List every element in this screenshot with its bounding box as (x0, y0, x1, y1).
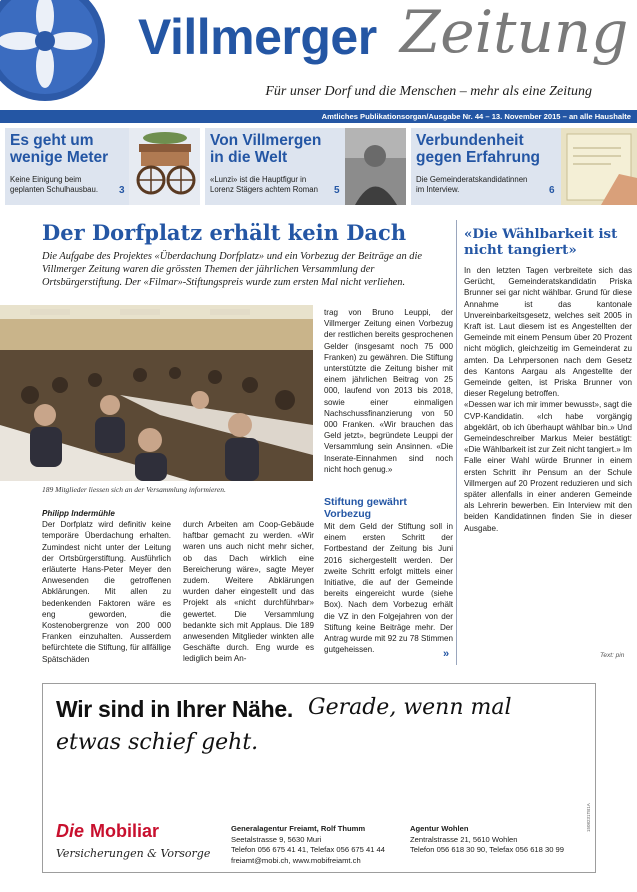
article-subhead: Stiftung gewährt Vorbezug (324, 496, 407, 520)
mobiliar-logo-subline: Versicherungen & Vorsorge (56, 847, 211, 860)
ad-slogan-italic-2: etwas schief geht. (56, 730, 259, 755)
wagon-image (129, 128, 200, 205)
teaser-text: Die Gemeinderatskandidatinnen im Interview. (416, 175, 528, 194)
sidebar-body: «Dessen war ich mir immer bewusst», sagt die CVP-Kandidatin. «Ich habe vorgängig abgeklärt, ob ich überhaupt wählbar bin.» Und Gemeindeschreiber Markus Meier bestätigt: «Die Wählbarkeit ist zur Zeit nicht tangiert.» Im Falle einer Wahl würde Brunner in einem ersten Schritt ihr Pensum an der Schule Villmergen auf 20 Prozent reduzieren und sich später allenfalls in einer anderen Gemeinde als Lehrerin bewerben. Ein Interview mit den beiden Kandidatinnen finden Sie in dieser Ausgabe. (464, 400, 632, 533)
sidebar-divider (456, 220, 457, 665)
teaser-schulhausbau[interactable] (5, 128, 200, 205)
teaser-page-number: 6 (549, 185, 555, 196)
teaser-text: «Lunzi» ist die Hauptfigur in Lorenz Stägers achtem Roman (210, 175, 318, 194)
article-lead: Die Aufgabe des Projektes «Überdachung Dorfplatz» und ein Vorbezug der Beiträge an die Villmerger Zeitung waren die grössten Themen der jährlichen Versammlung der Ortsbürgerstiftung. Der «Filmar»-Stiftungspreis wurde zum ersten Mal nicht verliehen. (42, 251, 422, 288)
masthead-title-script: Zeitung (400, 0, 629, 66)
sidebar-text (464, 265, 632, 534)
agency-wohlen-address: Agentur Wohlen Zentralstrasse 21, 5610 Wohlen Telefon 056 618 30 90, Telefax 056 618 30 99 (410, 824, 564, 854)
article-body: Der Dorfplatz wird definitiv keine temporäre Überdachung erhalten. Zumindest nicht unter der Leitung der Ortsbürgerstiftung. Ausführlich erläuterte Hans-Peter Meyer den Anwesenden die getroffenen Abklärungen. Mit allen zu bedenkenden Faktoren wäre es eng geworden, die Kostenobergrenze von 200 000 Franken einzuhalten. Ausserdem befürchtete die Stiftung, für allfällige Spätschäden (42, 520, 171, 664)
agency-freiamt-address: Generalagentur Freiamt, Rolf Thumm Seetalstrasse 9, 5630 Muri Telefon 056 675 41 41, Telefax 056 675 41 44 freiamt@mobi.ch, www.mobifreiamt.ch (231, 824, 385, 865)
teaser-page-number: 3 (119, 185, 125, 196)
teaser-title: Verbundenheit gegen Erfahrung (416, 132, 541, 166)
teaser-kandidatinnen[interactable] (411, 128, 637, 205)
document-hand-image (561, 128, 637, 205)
ad-slogan-bold: Wir sind in Ihrer Nähe. (56, 696, 293, 722)
article-body: Mit dem Geld der Stiftung soll in einem ersten Schritt der Fortbestand der Zeitung bis Juni 2016 sichergestellt werden. Der zweite Schritt erfolgt mittels einer Initiative, die auf der Gemeinde bereits eingereicht wurde (siehe Box). Nach dem Vorbezug erhält die VZ in den Folgejahren von der Stiftung keine Beiträge mehr. Der Antrag wurde mit 92 zu 78 Stimmen gutgeheissen. (324, 522, 453, 655)
portrait-image (345, 128, 406, 205)
article-column-3 (324, 307, 453, 475)
photo-caption: 189 Mitglieder liessen sich an der Versammlung informieren. (42, 485, 226, 494)
ad-slogan-italic: Gerade, wenn mal (308, 695, 512, 720)
edition-bar: Amtliches Publikationsorgan/Ausgabe Nr. 44 – 13. November 2015 – an alle Haushalte (0, 110, 637, 123)
article-body: trag von Bruno Leuppi, der Villmerger Zeitung einen Vorbezug der restlichen bereits gesprochenen Gelder (insgesamt noch 75 000 Franken) zu gewähren. Die Stiftung unterstützte die Zeitung bisher mit einem jährlichen Beitrag von 25 000, laufend von 2013 bis 2018, sowie einer einmaligen Nachschussfinanzierung von 50 000 Franken. «Wir brauchen das Geld jetzt», begründete Leuppi der Versammlung sein Ansinnen. «Die Inserate-Einnahmen sind noch nicht hoch genug.» (324, 308, 453, 474)
mobiliar-logo-die: Die (56, 821, 85, 841)
teaser-page-number: 5 (334, 185, 340, 196)
article-column-3b (324, 521, 453, 655)
teaser-title: Von Villmergen in die Welt (210, 132, 322, 166)
article-column-1 (42, 508, 171, 665)
article-headline: Der Dorfplatz erhält kein Dach (42, 220, 407, 245)
author-byline: Philipp Indermühle (42, 509, 115, 518)
end-arrow-icon: » (443, 648, 450, 660)
sidebar-credit: Text: pin (600, 652, 625, 659)
teaser-title: Es geht um wenige Meter (10, 132, 109, 166)
teaser-text: Keine Einigung beim geplanten Schulhausbau. (10, 175, 99, 194)
assembly-photo (0, 305, 313, 481)
ad-reference-code: 1508231TB1A (586, 803, 591, 832)
sidebar-body: In den letzten Tagen verbreitete sich das Gerücht, Gemeinderatskandidatin Priska Brunner sei gar nicht wählbar. Grund für diese Annahme ist das kantonale Unvereinbarkeitsgesetz, welches seit 2005 in Kraft ist. Laut diesem ist es Angestellten der Gemeinde mit einem Pensum über 20 Prozent nicht möglich, gleichzeitig im Gemeinderat zu amten. Da Lehrpersonen nach dem Gesetz des Kantons Aargau als Angestellte der Gemeinde gelten, ist Priska Brunner von dieser Regelung betroffen. (464, 266, 632, 399)
masthead-tagline: Für unser Dorf und die Menschen – mehr als eine Zeitung (265, 84, 592, 99)
article-column-2 (183, 519, 314, 665)
article-body: durch Arbeiten am Coop-Gebäude haftbar gemacht zu werden. «Wir waren uns auch nicht mehr sicher, ob das Dach wirklich eine Bereicherung wäre», sagte Meyer zudem. Weitere Abklärungen wurden daher eingestellt und das Projekt als «nicht durchführbar» gewertet. Die Versammlung bedankte sich mit Applaus. Die 189 anwesenden Mitglieder winkten alle Geschäfte durch. Eng wurde es lediglich beim An- (183, 520, 314, 664)
sidebar-headline: «Die Wählbarkeit ist nicht tangiert» (464, 226, 618, 258)
mobiliar-logo-name: Mobiliar (90, 821, 160, 841)
teaser-villmergen-welt[interactable] (205, 128, 406, 205)
masthead-title: Villmerger (138, 9, 377, 65)
coat-of-arms-logo (0, 0, 108, 104)
